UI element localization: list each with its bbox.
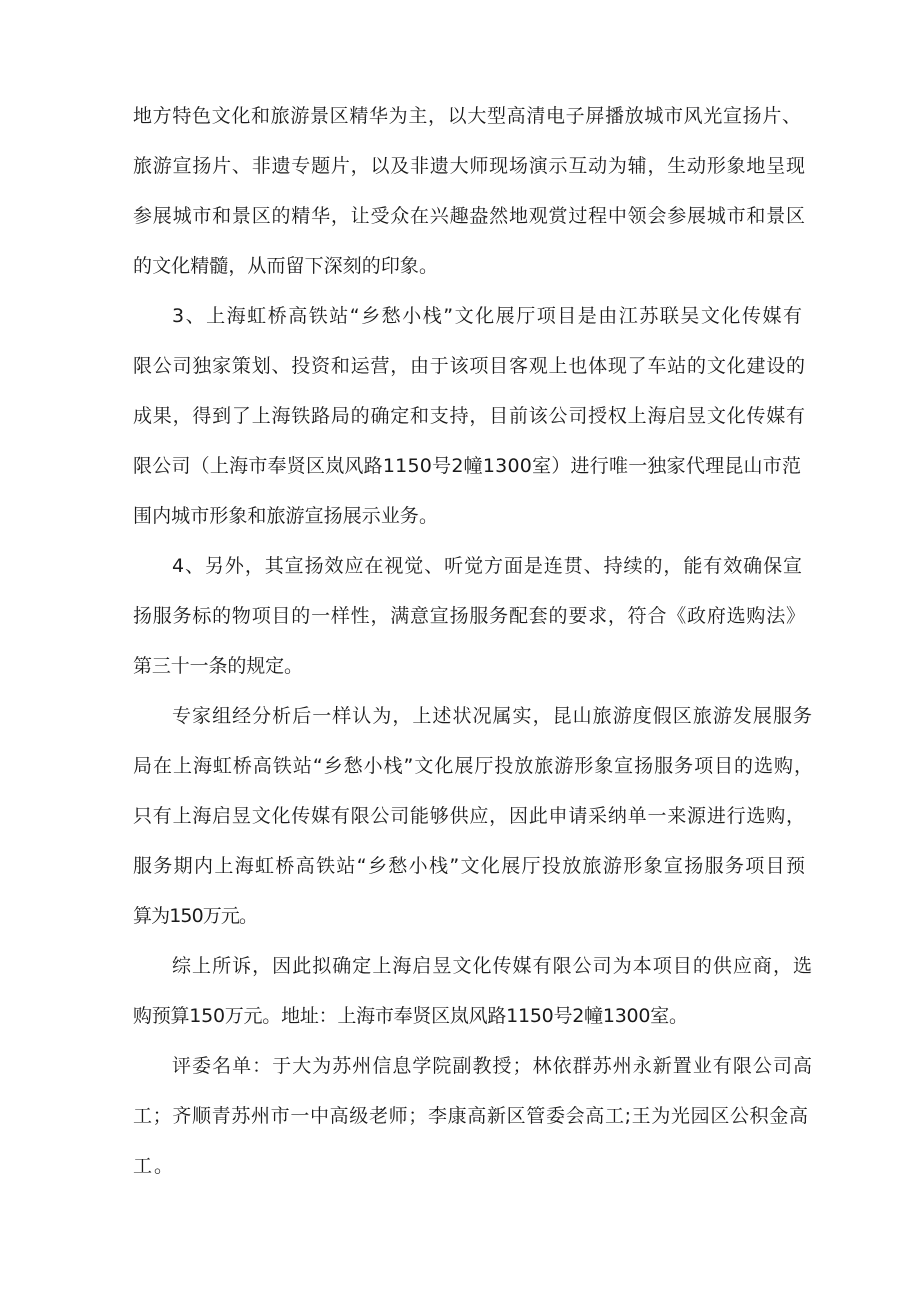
text-line: 评委名单：于大为苏州信息学院副教授；林依群苏州永新置业有限公司高 [172,1055,814,1077]
text-line: 参展城市和景区的精华，让受众在兴趣盎然地观赏过程中领会参展城市和景区 [133,205,806,227]
text-line: 地方特色文化和旅游景区精华为主，以大型高清电子屏播放城市风光宣扬片、 [133,105,802,127]
text-line: 限公司（上海市奉贤区岚风路1150号2幢1300室）进行唯一独家代理昆山市范 [133,455,802,477]
text-line: 4、另外，其宣扬效应在视觉、听觉方面是连贯、持续的，能有效确保宣 [172,555,803,577]
text-line: 综上所诉，因此拟确定上海启昱文化传媒有限公司为本项目的供应商，选 [172,955,814,977]
text-line: 的文化精髓，从而留下深刻的印象。 [133,255,439,277]
text-line: 局在上海虹桥高铁站“乡愁小栈”文化展厅投放旅游形象宣扬服务项目的选购， [133,755,814,777]
text-line: 成果，得到了上海铁路局的确定和支持，目前该公司授权上海启昱文化传媒有 [133,405,806,427]
text-line: 算为150万元。 [133,905,258,927]
text-line: 工；齐顺青苏州市一中高级老师；李康高新区管委会高工;王为光园区公积金高 [133,1105,809,1127]
text-line: 限公司独家策划、投资和运营，由于该项目客观上也体现了车站的文化建设的 [133,355,806,377]
text-line: 第三十一条的规定。 [133,655,303,677]
text-line: 只有上海启昱文化传媒有限公司能够供应，因此申请采纳单一来源进行选购， [133,805,806,827]
text-line: 扬服务标的物项目的一样性，满意宣扬服务配套的要求，符合《政府选购法》 [133,605,806,627]
text-line: 购预算150万元。地址：上海市奉贤区岚风路1150号2幢1300室。 [133,1005,688,1027]
text-line: 工。 [133,1155,175,1177]
text-line: 专家组经分析后一样认为，上述状况属实，昆山旅游度假区旅游发展服务 [172,705,814,727]
text-line: 旅游宣扬片、非遗专题片，以及非遗大师现场演示互动为辅，生动形象地呈现 [133,155,806,177]
text-line: 3、上海虹桥高铁站“乡愁小栈”文化展厅项目是由江苏联吴文化传媒有 [172,305,804,327]
text-line: 服务期内上海虹桥高铁站“乡愁小栈”文化展厅投放旅游形象宣扬服务项目预 [133,855,807,877]
text-line: 围内城市形象和旅游宣扬展示业务。 [133,505,439,527]
